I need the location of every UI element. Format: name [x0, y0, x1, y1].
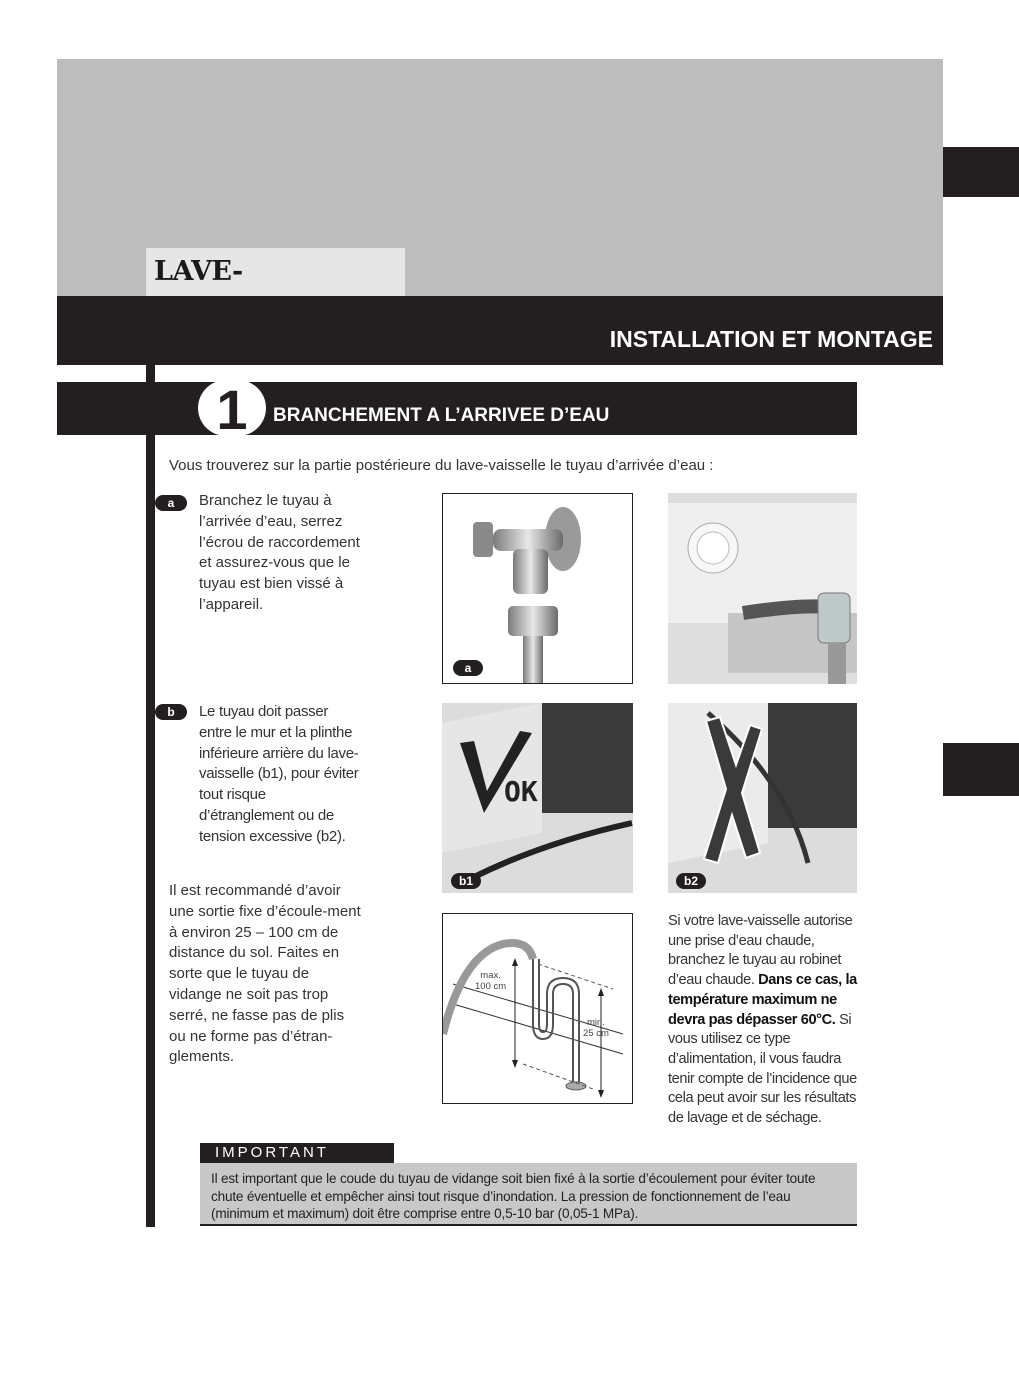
photo-b1-label: b1 — [451, 873, 481, 889]
max-height-label — [475, 970, 506, 992]
hot-water-text-1: Si votre lave-vaisselle autorise une prise d’eau chaude, branchez le tuyau au robinet d’eau chaude. — [668, 913, 853, 989]
item-b-text: Le tuyau doit passer entre le mur et la plinthe inférieure arrière du lave-vaisselle (b1), pour éviter tout risque d’étranglement ou de tension excessive (b2). — [199, 703, 359, 845]
drain-note: Il est recommandé d’avoir une sortie fixe d’écoule-ment à environ 25 – 100 cm de distance du sol. Faites en sorte que le tuyau de vidange ne soit pas trop serré, ne fasse pas de plis ou ne forme pas d’étran-glements. — [169, 882, 361, 1066]
photo-b1-correct — [442, 703, 633, 893]
side-tab-top — [943, 147, 1019, 197]
item-a-text: Branchez le tuyau à l’arrivée d’eau, serrez l’écrou de raccordement et assurez-vous que le tuyau est bien vissé à l’appareil. — [199, 492, 360, 613]
step-title: BRANCHEMENT A L’ARRIVEE D’EAU — [273, 405, 610, 426]
tap-illustration — [443, 494, 632, 683]
photo-b2-label: b2 — [676, 873, 706, 889]
left-rule — [146, 365, 155, 1227]
product-label: LAVE- — [146, 248, 405, 296]
marker-a: a — [155, 495, 187, 511]
b2-illustration — [668, 703, 857, 893]
hot-water-warning: Dans ce cas, la température maximum ne devra pas dépasser 60°C. — [668, 972, 857, 1028]
hot-water-text-2: Si vous utilisez ce type d’alimentation, il vous faudra tenir compte de l’incidence que cela peut avoir sur les résultats de lavage et de séchage. — [668, 1011, 857, 1127]
important-text: Il est important que le coude du tuyau de vidange soit bien fixé à la sortie d’écoulement pour éviter toute chute éventuelle et empêcher ainsi tout risque d’inondation. La pression de fonctionnement de l’eau (minimum et maximum) doit être comprise entre 0,5-10 bar (0,05-1 MPa). — [200, 1163, 857, 1226]
drain-height-diagram — [442, 913, 633, 1104]
photo-b2-incorrect — [668, 703, 857, 893]
side-tab-middle — [943, 743, 1019, 796]
intro-text: Vous trouverez sur la partie postérieure du lave-vaisselle le tuyau d’arrivée d’eau : — [169, 457, 714, 474]
important-label: IMPORTANT — [200, 1143, 394, 1163]
drain-diagram-drawing — [443, 914, 632, 1103]
min-height-label — [583, 1017, 609, 1039]
max-label-line2: 100 cm — [475, 981, 507, 992]
min-label-line2: 25 cm — [583, 1028, 609, 1039]
marker-b: b — [155, 704, 187, 720]
max-label-line1: max. — [480, 970, 501, 981]
section-title: INSTALLATION ET MONTAGE — [609, 326, 933, 352]
hose-connection-illustration — [668, 493, 857, 684]
photo-hose-connection — [668, 493, 857, 684]
min-label-line1: min. — [586, 1017, 605, 1028]
photo-a-tap — [442, 493, 633, 684]
step-number: 1 — [198, 380, 266, 436]
photo-a-label: a — [453, 660, 483, 676]
hot-water-note — [668, 912, 860, 1129]
ok-mark: OK — [504, 775, 538, 808]
